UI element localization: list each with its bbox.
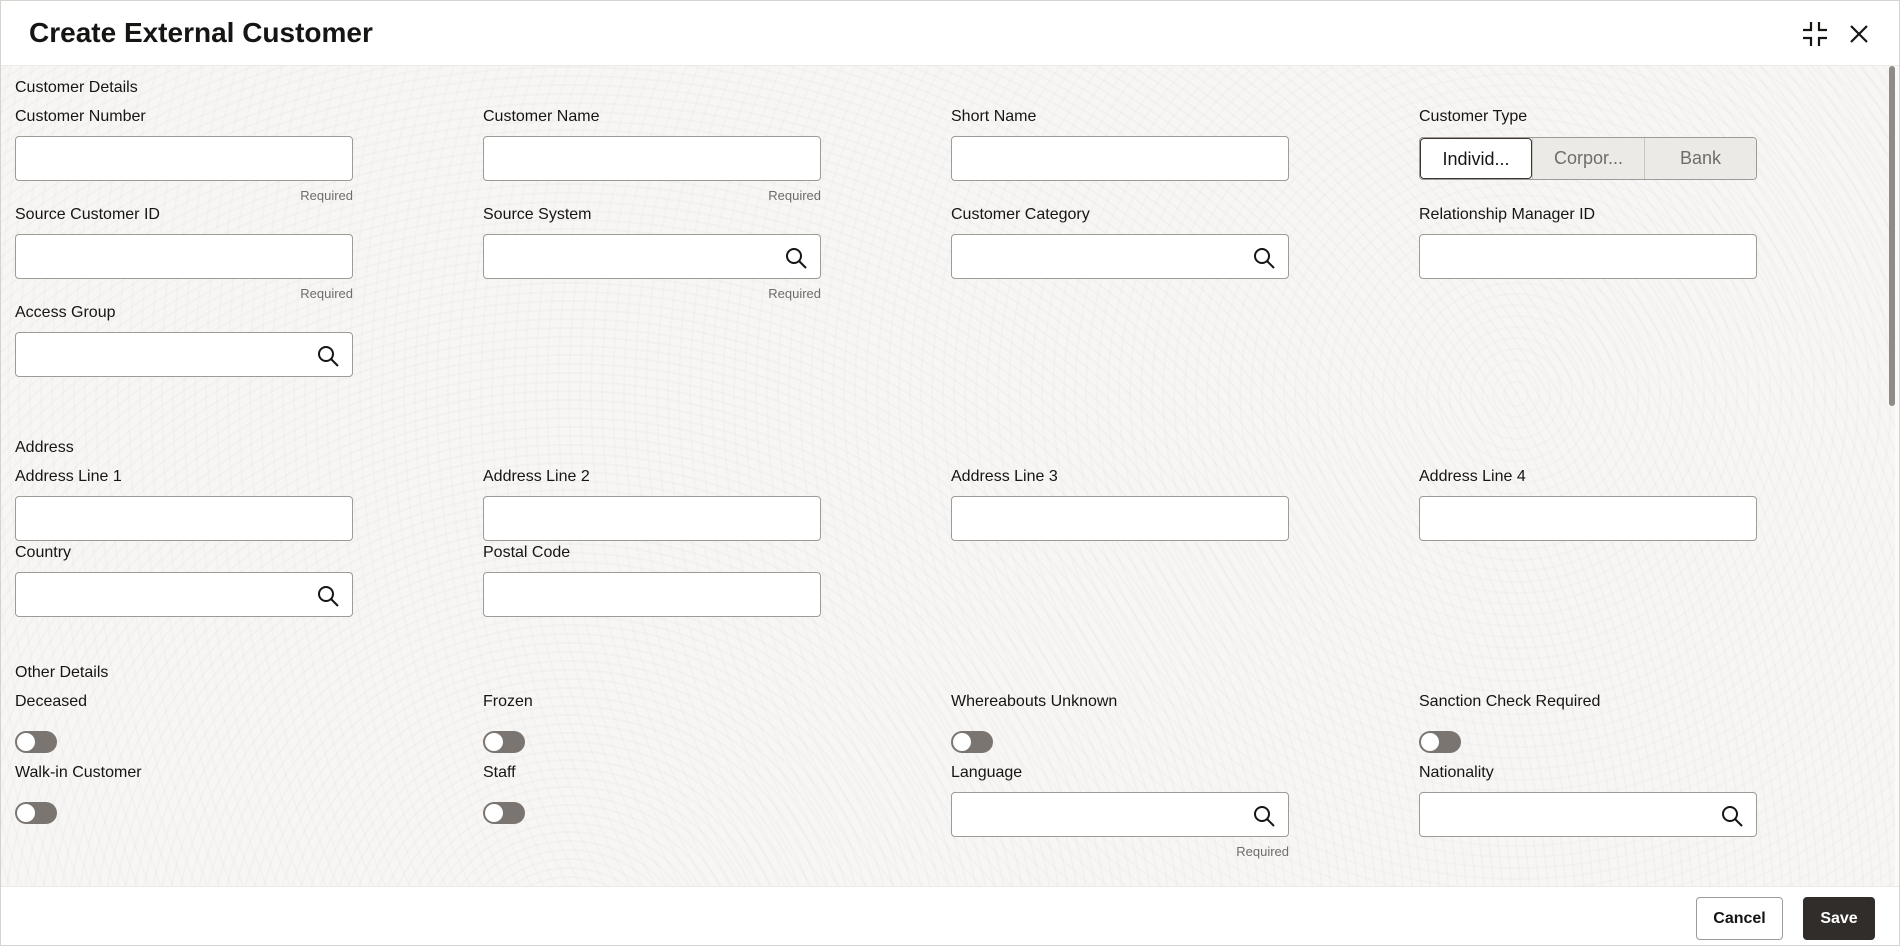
source-customer-id-required: Required [300,286,353,301]
customer-type-selector[interactable] [1419,137,1757,180]
source-system-required: Required [768,286,821,301]
address-line-4-input[interactable] [1419,496,1757,541]
dialog-footer [1,886,1899,945]
deceased-toggle[interactable] [15,731,57,753]
address-line-1-input[interactable] [15,496,353,541]
staff-toggle[interactable] [483,802,525,824]
dialog-title: Create External Customer [29,17,373,48]
customer-category-label: Customer Category [951,206,1090,223]
walk-in-customer-toggle[interactable] [15,802,57,824]
language-required: Required [1236,844,1289,859]
frozen-label: Frozen [483,693,533,710]
section-address: Address [15,439,74,456]
section-customer-details: Customer Details [15,79,138,96]
whereabouts-unknown-toggle[interactable] [951,731,993,753]
address-line-2-label: Address Line 2 [483,468,590,485]
relationship-manager-id-label: Relationship Manager ID [1419,206,1596,223]
deceased-label: Deceased [15,693,88,710]
sanction-check-required-label: Sanction Check Required [1419,693,1601,710]
customer-number-required: Required [300,188,353,203]
toggle-knob [1421,733,1439,751]
access-group-input[interactable] [15,332,353,377]
toggle-knob [953,733,971,751]
vertical-scrollbar[interactable] [1889,66,1895,406]
address-line-4-label: Address Line 4 [1419,468,1526,485]
staff-label: Staff [483,764,516,781]
postal-code-label: Postal Code [483,544,571,561]
form-content[interactable] [1,66,1895,886]
postal-code-input[interactable] [483,572,821,617]
sanction-check-required-toggle[interactable] [1419,731,1461,753]
collapse-icon[interactable] [1800,19,1830,49]
customer-type-individual[interactable]: Individ... [1420,138,1532,179]
address-line-2-input[interactable] [483,496,821,541]
close-icon[interactable] [1844,19,1874,49]
customer-category-input[interactable] [951,234,1289,279]
short-name-label: Short Name [951,108,1037,125]
source-system-input[interactable] [483,234,821,279]
search-icon[interactable] [784,246,808,270]
search-icon[interactable] [316,584,340,608]
access-group-label: Access Group [15,304,116,321]
short-name-input[interactable] [951,136,1289,181]
save-button[interactable]: Save [1803,897,1875,940]
address-line-1-label: Address Line 1 [15,468,122,485]
customer-name-input[interactable] [483,136,821,181]
source-customer-id-label: Source Customer ID [15,206,160,223]
walk-in-customer-label: Walk-in Customer [15,764,142,781]
customer-type-bank[interactable]: Bank [1644,138,1756,179]
customer-name-required: Required [768,188,821,203]
source-system-label: Source System [483,206,592,223]
relationship-manager-id-input[interactable] [1419,234,1757,279]
search-icon[interactable] [1720,804,1744,828]
address-line-3-input[interactable] [951,496,1289,541]
customer-type-label: Customer Type [1419,108,1528,125]
language-label: Language [951,764,1023,781]
toggle-knob [485,804,503,822]
dialog-header [1,1,1899,66]
toggle-knob [485,733,503,751]
search-icon[interactable] [1252,246,1276,270]
section-other-details: Other Details [15,664,109,681]
search-icon[interactable] [316,344,340,368]
customer-type-corporate[interactable]: Corpor... [1532,138,1644,179]
nationality-label: Nationality [1419,764,1494,781]
frozen-toggle[interactable] [483,731,525,753]
customer-number-label: Customer Number [15,108,146,125]
customer-number-input[interactable] [15,136,353,181]
toggle-knob [17,733,35,751]
nationality-input[interactable] [1419,792,1757,837]
whereabouts-unknown-label: Whereabouts Unknown [951,693,1118,710]
source-customer-id-input[interactable] [15,234,353,279]
language-input[interactable] [951,792,1289,837]
search-icon[interactable] [1252,804,1276,828]
country-label: Country [15,544,72,561]
toggle-knob [17,804,35,822]
country-input[interactable] [15,572,353,617]
cancel-button[interactable]: Cancel [1696,897,1783,940]
address-line-3-label: Address Line 3 [951,468,1058,485]
customer-name-label: Customer Name [483,108,600,125]
